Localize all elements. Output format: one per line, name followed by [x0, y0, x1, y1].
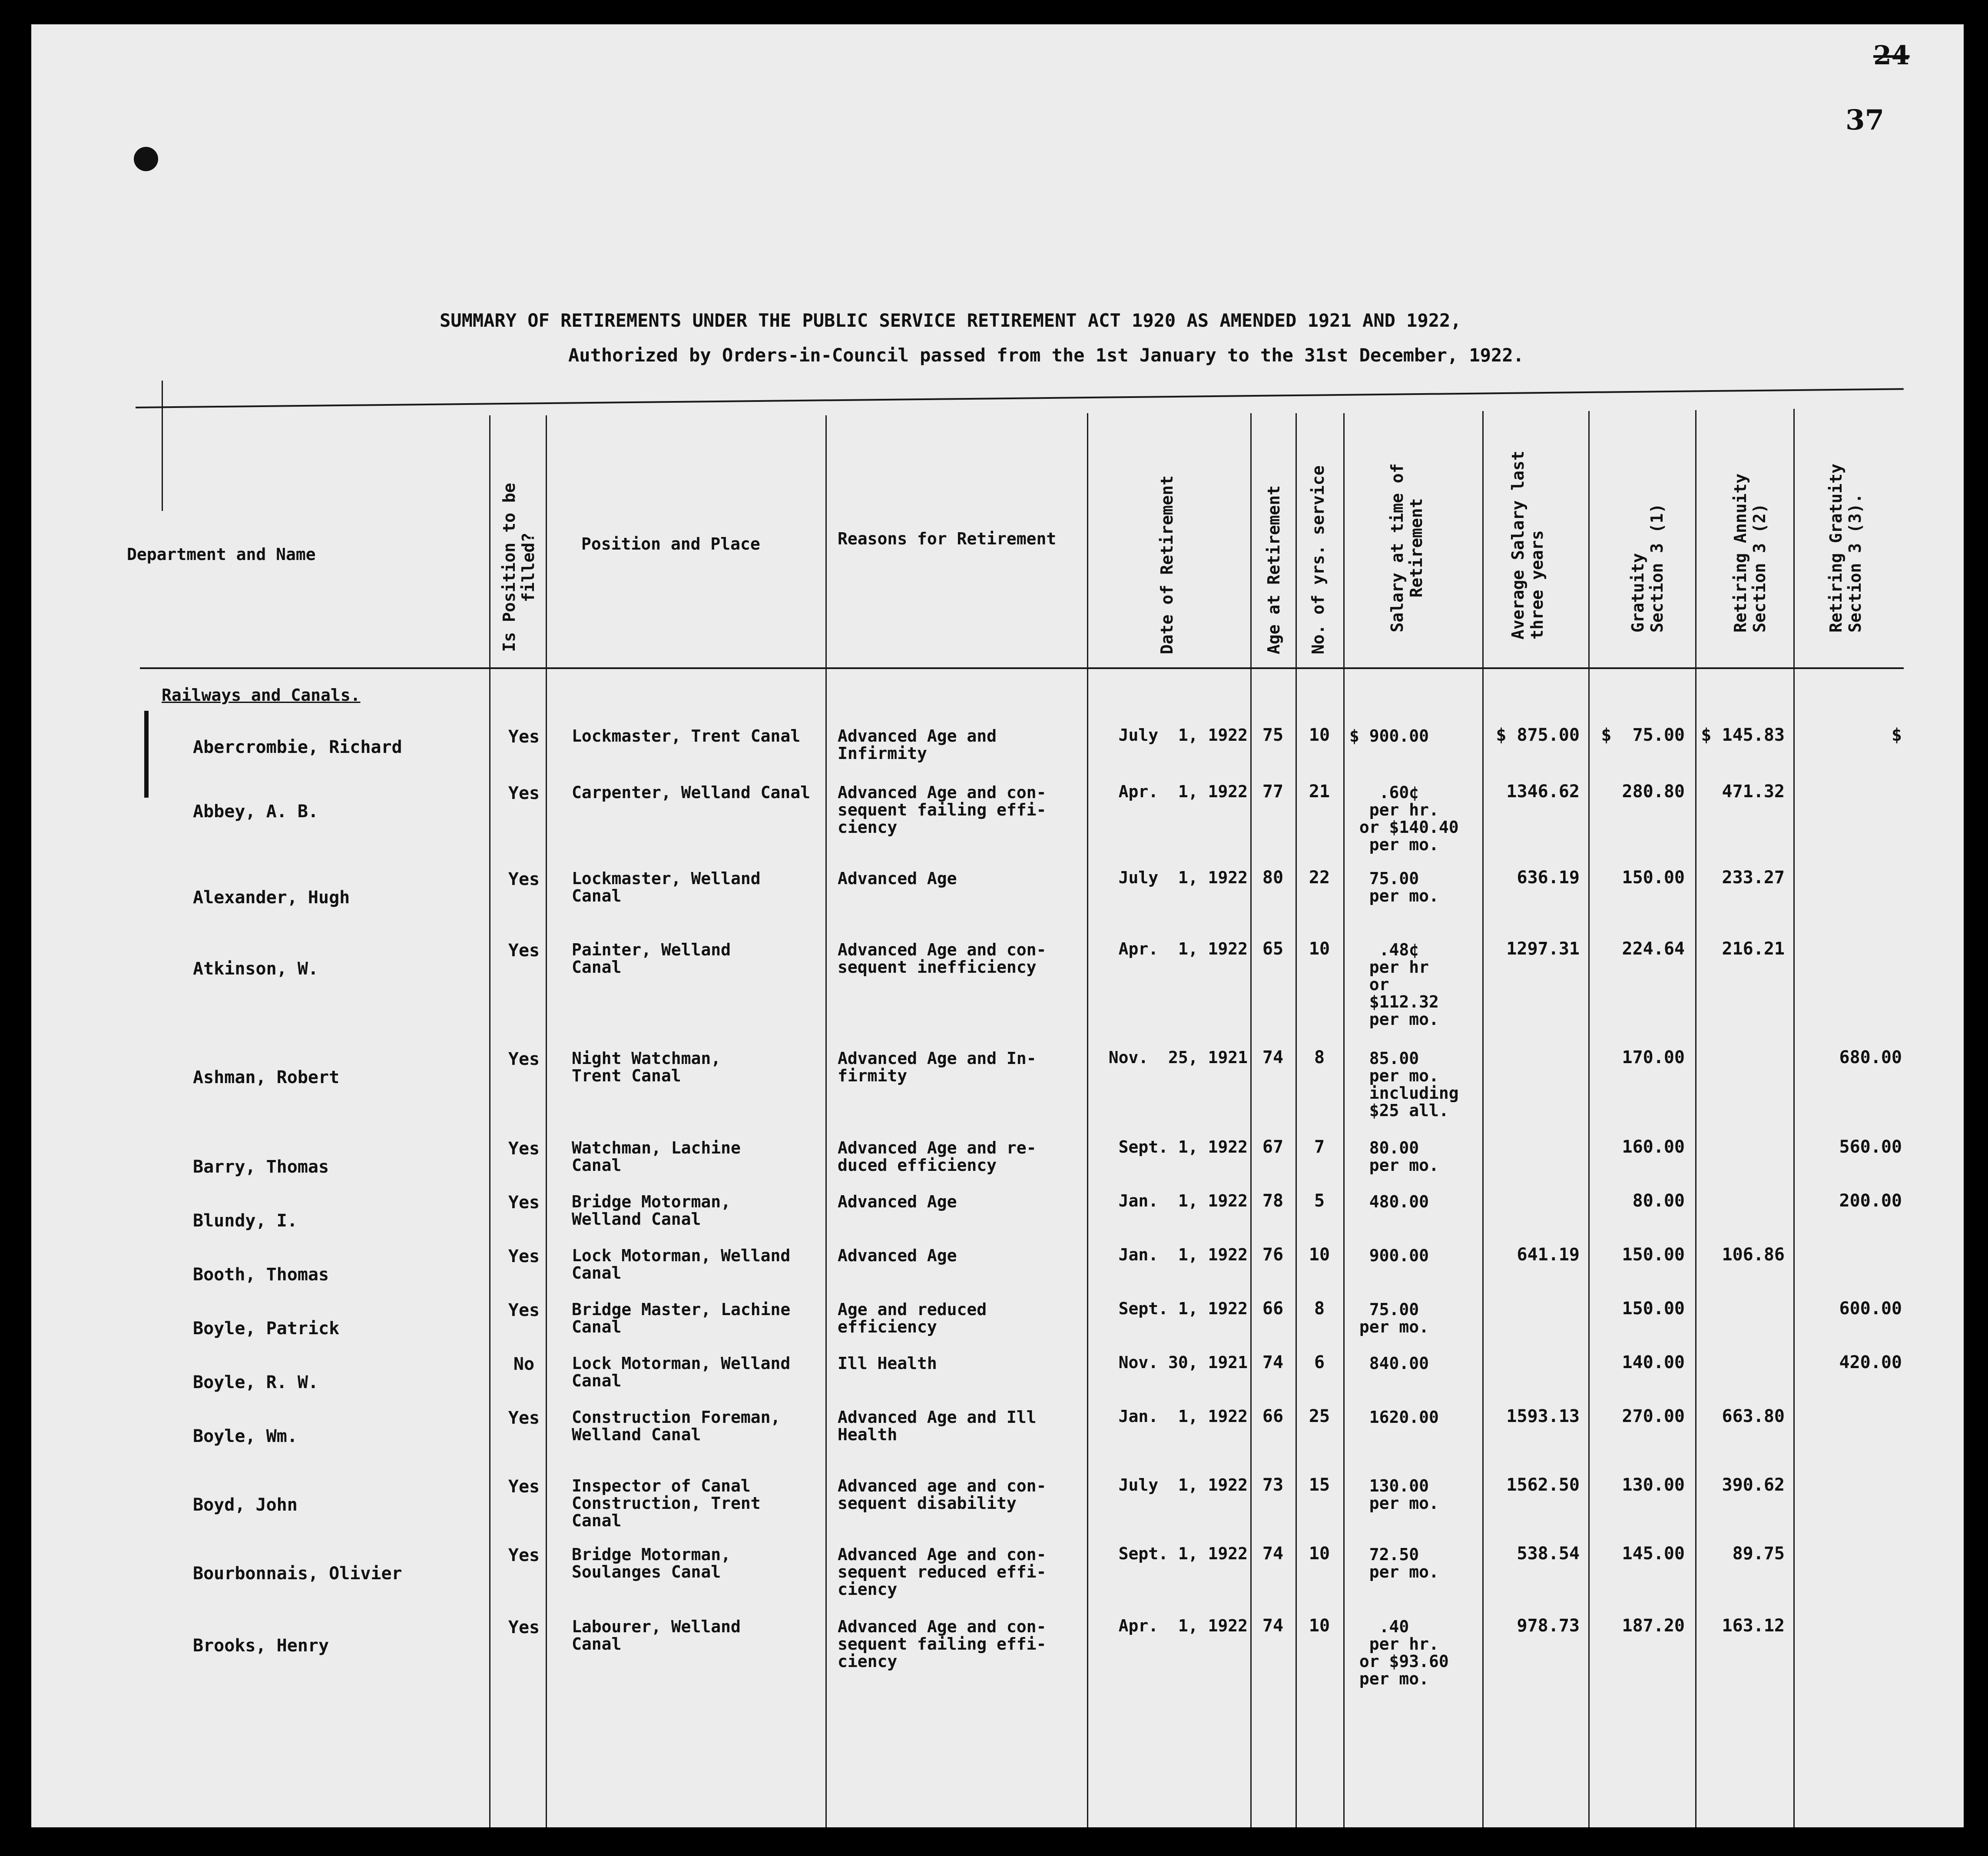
retiring-annuity: $ 145.83: [1701, 725, 1785, 745]
retirement-age: 74: [1262, 1047, 1284, 1067]
retirement-reason: Advanced Age and In- firmity: [838, 1049, 1037, 1085]
retirement-age: 66: [1262, 1406, 1284, 1426]
retirement-age: 67: [1262, 1137, 1284, 1157]
years-of-service: 22: [1309, 868, 1330, 888]
punch-hole-mark: [134, 147, 158, 171]
retirement-age: 66: [1262, 1299, 1284, 1319]
retirement-reason: Advanced Age and con- sequent inefficiency: [838, 940, 1047, 977]
retiree-name: Blundy, I.: [193, 1211, 298, 1231]
gratuity: 280.80: [1622, 782, 1685, 802]
retiring-annuity: 663.80: [1722, 1406, 1785, 1426]
position-filled: Yes: [508, 1408, 540, 1428]
position-and-place: Carpenter, Welland Canal: [572, 783, 811, 802]
position-and-place: Night Watchman, Trent Canal: [572, 1049, 721, 1085]
department-heading: Railways and Canals.: [162, 686, 361, 705]
header-gratuity: Gratuity Section 3 (1): [1628, 503, 1667, 633]
average-salary: 636.19: [1517, 868, 1580, 888]
retiring-annuity: 233.27: [1722, 868, 1785, 888]
header-years: No. of yrs. service: [1309, 465, 1328, 654]
average-salary: 1297.31: [1506, 939, 1580, 959]
salary-at-retirement: 130.00 per mo.: [1369, 1476, 1439, 1513]
retiring-annuity: 216.21: [1722, 939, 1785, 959]
retirement-date: Apr. 1, 1922: [1118, 1616, 1248, 1635]
years-of-service: 25: [1309, 1406, 1330, 1426]
retiree-name: Abbey, A. B.: [193, 802, 318, 822]
retiree-name: Atkinson, W.: [193, 959, 318, 979]
years-of-service: 8: [1314, 1047, 1325, 1067]
page-title: SUMMARY OF RETIREMENTS UNDER THE PUBLIC SERVICE RETIREMENT ACT 1920 AS AMENDED 1921 AND 1922,: [440, 310, 1461, 331]
retiree-name: Abercrombie, Richard: [193, 737, 402, 757]
retirement-date: Sept. 1, 1922: [1118, 1137, 1248, 1157]
position-and-place: Lockmaster, Welland Canal: [572, 869, 761, 905]
retirement-date: Nov. 25, 1921: [1108, 1048, 1248, 1067]
retiring-gratuity: 680.00: [1839, 1047, 1902, 1067]
position-and-place: Inspector of Canal Construction, Trent Canal: [572, 1476, 761, 1530]
years-of-service: 5: [1314, 1191, 1325, 1211]
gratuity: 130.00: [1622, 1475, 1685, 1495]
overwritten-page-number: 24: [1873, 40, 1910, 71]
column-rule: [1296, 413, 1297, 1827]
position-filled: Yes: [508, 727, 540, 747]
position-and-place: Construction Foreman, Welland Canal: [572, 1408, 781, 1444]
retiring-gratuity: 600.00: [1839, 1299, 1902, 1319]
gratuity: $ 75.00: [1601, 725, 1685, 745]
column-rule: [1250, 413, 1252, 1827]
retirement-date: Nov. 30, 1921: [1118, 1353, 1248, 1372]
retirement-date: Sept. 1, 1922: [1118, 1544, 1248, 1563]
retirement-reason: Advanced Age and re- duced efficiency: [838, 1138, 1037, 1175]
retiree-name: Barry, Thomas: [193, 1157, 329, 1177]
retiring-annuity: 163.12: [1722, 1616, 1785, 1636]
retirement-reason: Advanced age and con- sequent disability: [838, 1476, 1047, 1513]
header-reasons: Reasons for Retirement: [838, 529, 1057, 548]
column-rule: [489, 415, 490, 1827]
retirement-date: Sept. 1, 1922: [1118, 1299, 1248, 1318]
position-filled: Yes: [508, 1193, 540, 1213]
position-and-place: Labourer, Welland Canal: [572, 1617, 741, 1654]
retiring-annuity: 471.32: [1722, 782, 1785, 802]
retiring-gratuity: 420.00: [1839, 1352, 1902, 1372]
retiree-name: Boyle, R. W.: [193, 1372, 318, 1392]
retirement-date: Jan. 1, 1922: [1118, 1407, 1248, 1426]
retirement-reason: Advanced Age and Infirmity: [838, 726, 997, 763]
gratuity: 140.00: [1622, 1352, 1685, 1372]
salary-at-retirement: 840.00: [1349, 1354, 1429, 1373]
gratuity: 150.00: [1622, 868, 1685, 888]
retirement-date: Jan. 1, 1922: [1118, 1245, 1248, 1264]
average-salary: 538.54: [1517, 1544, 1580, 1564]
retirement-reason: Advanced Age: [838, 1192, 957, 1211]
salary-at-retirement: $ 900.00: [1349, 726, 1429, 746]
average-salary: 1346.62: [1506, 782, 1580, 802]
retiring-gratuity: 200.00: [1839, 1191, 1902, 1211]
gratuity: 145.00: [1622, 1544, 1685, 1564]
retiree-name: Boyle, Wm.: [193, 1426, 298, 1446]
column-rule: [1087, 413, 1088, 1827]
header-salary: Salary at time of Retirement: [1388, 463, 1426, 633]
retirement-reason: Advanced Age: [838, 869, 957, 888]
years-of-service: 10: [1309, 1616, 1330, 1636]
retiring-annuity: 390.62: [1722, 1475, 1785, 1495]
column-rule: [825, 415, 827, 1827]
gratuity: 150.00: [1622, 1299, 1685, 1319]
retirement-date: July 1, 1922: [1118, 868, 1248, 887]
years-of-service: 10: [1309, 1245, 1330, 1265]
header-date: Date of Retirement: [1157, 475, 1176, 654]
salary-at-retirement: 85.00 per mo. including $25 all.: [1369, 1049, 1459, 1120]
retiree-name: Alexander, Hugh: [193, 888, 350, 908]
position-filled: Yes: [508, 1139, 540, 1159]
salary-at-retirement: 1620.00: [1349, 1408, 1439, 1427]
retirement-reason: Ill Health: [838, 1354, 937, 1373]
position-filled: Yes: [508, 1300, 540, 1320]
retirement-age: 74: [1262, 1616, 1284, 1636]
position-filled: Yes: [508, 1477, 540, 1497]
years-of-service: 21: [1309, 782, 1330, 802]
position-and-place: Lock Motorman, Welland Canal: [572, 1246, 791, 1283]
average-salary: 1562.50: [1506, 1475, 1580, 1495]
retirement-date: Apr. 1, 1922: [1118, 782, 1248, 801]
position-filled: Yes: [508, 783, 540, 803]
position-and-place: Painter, Welland Canal: [572, 940, 731, 977]
position-filled: Yes: [508, 869, 540, 889]
position-and-place: Bridge Motorman, Welland Canal: [572, 1192, 731, 1229]
position-filled: Yes: [508, 1545, 540, 1565]
years-of-service: 10: [1309, 725, 1330, 745]
position-filled: Yes: [508, 1049, 540, 1069]
gratuity: 160.00: [1622, 1137, 1685, 1157]
retirement-age: 73: [1262, 1475, 1284, 1495]
salary-at-retirement: 900.00: [1349, 1246, 1429, 1265]
salary-at-retirement: 480.00: [1349, 1192, 1429, 1211]
retiree-name: Brooks, Henry: [193, 1636, 329, 1656]
column-rule: [1695, 410, 1696, 1827]
header-department-name: Department and Name: [127, 545, 316, 564]
position-and-place: Lock Motorman, Welland Canal: [572, 1354, 791, 1390]
years-of-service: 10: [1309, 939, 1330, 959]
retiring-annuity: 106.86: [1722, 1245, 1785, 1265]
average-salary: 641.19: [1517, 1245, 1580, 1265]
retirement-age: 78: [1262, 1191, 1284, 1211]
salary-at-retirement: 80.00 per mo.: [1369, 1138, 1439, 1175]
retirement-date: Apr. 1, 1922: [1118, 939, 1248, 958]
gratuity: 150.00: [1622, 1245, 1685, 1265]
position-filled: Yes: [508, 1246, 540, 1266]
years-of-service: 10: [1309, 1544, 1330, 1564]
column-rule: [1793, 409, 1795, 1827]
retirement-reason: Advanced Age and Ill Health: [838, 1408, 1037, 1444]
header-average-salary: Average Salary last three years: [1508, 451, 1547, 640]
salary-at-retirement: .60¢ per hr. or $140.40 per mo.: [1359, 783, 1459, 854]
retirement-date: July 1, 1922: [1118, 726, 1248, 745]
retirement-reason: Advanced Age and con- sequent reduced effi- ciency: [838, 1545, 1047, 1599]
retirement-reason: Advanced Age: [838, 1246, 957, 1265]
retiring-annuity: 89.75: [1732, 1544, 1785, 1564]
average-salary: 978.73: [1517, 1616, 1580, 1636]
position-and-place: Watchman, Lachine Canal: [572, 1138, 741, 1175]
position-filled: Yes: [508, 1617, 540, 1637]
header-bottom-rule: [140, 667, 1904, 669]
salary-at-retirement: .40 per hr. or $93.60 per mo.: [1359, 1617, 1449, 1688]
margin-mark-2: [144, 711, 149, 798]
page-number: 37: [1846, 104, 1885, 136]
salary-at-retirement: 75.00 per mo.: [1369, 869, 1439, 905]
years-of-service: 15: [1309, 1475, 1330, 1495]
column-rule: [1482, 411, 1484, 1827]
column-rule: [1343, 413, 1345, 1827]
salary-at-retirement: .48¢ per hr or $112.32 per mo.: [1369, 940, 1439, 1029]
retiree-name: Boyd, John: [193, 1495, 298, 1515]
document-page: [31, 24, 1964, 1827]
years-of-service: 6: [1314, 1352, 1325, 1372]
retiree-name: Boyle, Patrick: [193, 1319, 340, 1339]
retirement-age: 65: [1262, 939, 1284, 959]
position-filled: Yes: [508, 941, 540, 961]
retiree-name: Bourbonnais, Olivier: [193, 1564, 402, 1584]
average-salary: $ 875.00: [1496, 725, 1580, 745]
retiree-name: Ashman, Robert: [193, 1067, 340, 1087]
header-retiring-annuity: Retiring Annuity Section 3 (2): [1731, 473, 1769, 633]
gratuity: 80.00: [1632, 1191, 1685, 1211]
retirement-reason: Advanced Age and con- sequent failing effi- ciency: [838, 1617, 1047, 1671]
header-age: Age at Retirement: [1264, 485, 1283, 654]
salary-at-retirement: 72.50 per mo.: [1369, 1545, 1439, 1581]
retirement-age: 75: [1262, 725, 1284, 745]
retirement-age: 74: [1262, 1544, 1284, 1564]
position-and-place: Bridge Motorman, Soulanges Canal: [572, 1545, 731, 1581]
position-and-place: Lockmaster, Trent Canal: [572, 726, 801, 746]
gratuity: 224.64: [1622, 939, 1685, 959]
position-and-place: Bridge Master, Lachine Canal: [572, 1300, 791, 1336]
retiring-gratuity: $: [1891, 725, 1902, 745]
retirement-reason: Advanced Age and con- sequent failing effi- ciency: [838, 783, 1047, 837]
retiree-name: Booth, Thomas: [193, 1265, 329, 1285]
header-retiring-gratuity: Retiring Gratuity Section 3 (3).: [1826, 464, 1865, 633]
retirement-date: Jan. 1, 1922: [1118, 1191, 1248, 1210]
years-of-service: 8: [1314, 1299, 1325, 1319]
page-subtitle: Authorized by Orders-in-Council passed from the 1st January to the 31st December, 1922.: [568, 345, 1524, 366]
retirement-age: 80: [1262, 868, 1284, 888]
average-salary: 1593.13: [1506, 1406, 1580, 1426]
header-top-rule: [136, 388, 1904, 408]
gratuity: 170.00: [1622, 1047, 1685, 1067]
header-position: Position and Place: [581, 534, 760, 553]
retirement-reason: Age and reduced efficiency: [838, 1300, 987, 1336]
retirement-age: 74: [1262, 1352, 1284, 1372]
position-filled: No: [513, 1354, 535, 1374]
retirement-date: July 1, 1922: [1118, 1475, 1248, 1495]
margin-mark: [162, 381, 163, 511]
gratuity: 187.20: [1622, 1616, 1685, 1636]
gratuity: 270.00: [1622, 1406, 1685, 1426]
salary-at-retirement: 75.00 per mo.: [1359, 1300, 1429, 1336]
column-rule: [1588, 411, 1590, 1827]
header-filled: Is Position to be filled?: [500, 483, 538, 652]
years-of-service: 7: [1314, 1137, 1325, 1157]
column-rule: [546, 415, 547, 1827]
retirement-age: 76: [1262, 1245, 1284, 1265]
retiring-gratuity: 560.00: [1839, 1137, 1902, 1157]
retirement-age: 77: [1262, 782, 1284, 802]
